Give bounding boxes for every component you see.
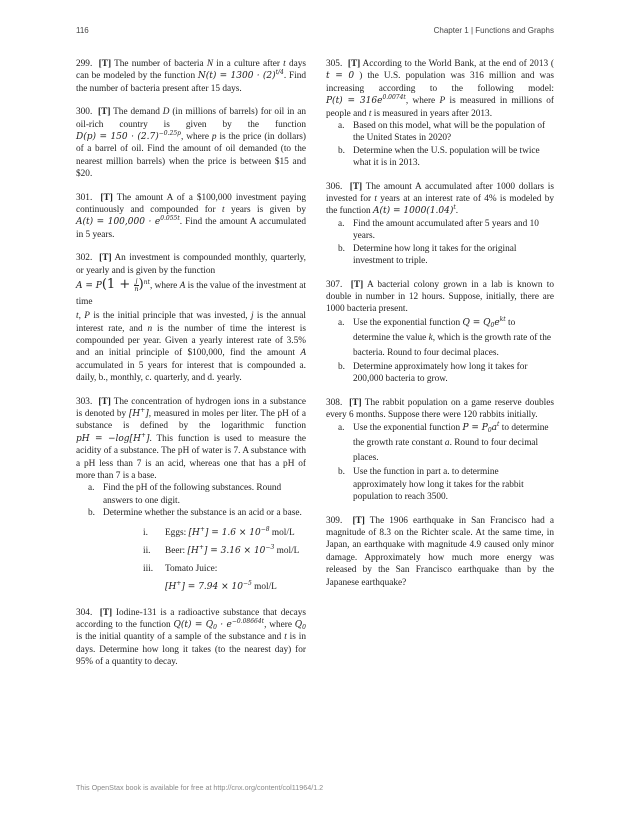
exercise-number: 299. xyxy=(76,59,93,69)
investment-formula: $A(t) = 100,000 \cdot e^{0.055t}$ xyxy=(76,215,180,228)
part-list xyxy=(326,421,554,503)
part-item: a. Find the pH of the following substances. Round answers to one digit. xyxy=(88,483,282,506)
part-item: a. Use the exponential function $P = P_0a^t$ to determine the growth rate constant a. Round to four decimal places. xyxy=(338,421,549,464)
technology-tag: [T] xyxy=(99,253,112,264)
ph-formula: pH = −log[H+] xyxy=(76,431,150,444)
part-item: b. Determine when the U.S. population will be twice what it is in 2013. xyxy=(338,145,540,169)
technology-tag: [T] xyxy=(98,59,112,69)
exercise-307: 307. [T] A bacterial colony grown in a lab is known to double in number in 12 hours. Suppose, initially, there are 1000 bacteria present. a. Use the exponential function $Q = Q_0e^{kt}$ to determine the value k, which is the growth rate of the bacteria. Round to four decimal places. b. Determine approximately how long it takes for 200,000 bacteria to grow. xyxy=(326,279,554,385)
part-item: b. Determine approximately how long it takes for 200,000 bacteria to grow. xyxy=(338,361,528,385)
demand-formula: $D(p) = 150 \cdot (2.7)^{-0.25p}$ xyxy=(76,130,181,143)
technology-tag: [T] xyxy=(98,396,111,407)
exercise-300: 300. [T] The demand D (in millions of barrels) for oil in an oil-rich country is given by the function $D(p) = 150 \cdot (2.7)^{-0.25p}$, where p is the price (in dollars) of a barrel of oil. Find the amount of oil demanded (to the nearest million barrels) when the price is between $15 and $20. xyxy=(76,107,307,180)
exercise-number: 309. xyxy=(326,515,343,526)
substance-item: ii. Beer: $[H^+] = 3.16 \times 10^{-3}$ mol/L xyxy=(143,543,300,556)
technology-tag: [T] xyxy=(349,397,362,408)
substance-list xyxy=(103,524,306,596)
exercise-305: 305. [T] According to the World Bank, at the end of 2013 ( t = 0 ) the U.S. population was 316 million and was increasing according to the following model: $P(t) = 316e^{0.0074t}$, where P is measured in millions of people and t is measured in years after 2013. a. Based on this model, what will be the population of the United States in 2020? b. Determine when the U.S. population will be twice what it is in 2013. xyxy=(326,59,555,169)
technology-tag: [T] xyxy=(100,192,113,203)
exercise-308: 308. [T] The rabbit population on a game reserve doubles every 6 months. Suppose there were 120 rabbits initially. a. Use the exponential function $P = P_0a^t$ to determine the growth rate constant a. Round to four decimal places. b. Use the function in part a. to determine approximately how long it takes for the rabbit population to reach 3500. xyxy=(326,397,554,503)
page-footer: This OpenStax book is available for free at http://cnx.org/content/col11964/1.2 xyxy=(76,783,324,792)
decay-formula: $Q(t) = Q_0 \cdot e^{-0.08664t}$ xyxy=(173,618,265,631)
exercise-number: 301. xyxy=(76,192,93,203)
exercise-309: 309. [T] The 1906 earthquake in San Francisco had a magnitude of 8.3 on the Richter scale. At the same time, in Japan, an earthquake with magnitude 4.9 caused only minor damage. Approximately how much more energy was released by the San Francisco earthquake than by the Japanese earthquake? xyxy=(326,515,554,588)
part-list xyxy=(76,482,306,595)
page-number: 116 xyxy=(76,26,89,35)
substance-item: i. Eggs: $[H^+] = 1.6 \times 10^{-8}$ mol/L xyxy=(143,525,295,538)
exercise-299: 299. [T] The number of bacteria N in a culture after t days can be modeled by the function $N(t) = 1300 \cdot (2)^{t/4}$. Find the number of bacteria present after 15 days. xyxy=(76,59,307,94)
rabbit-formula: $P = P_0a^t$ xyxy=(462,421,500,435)
exercise-number: 306. xyxy=(326,181,343,192)
part-item: b. Determine how long it takes for the original investment to triple. xyxy=(338,243,517,267)
technology-tag: [T] xyxy=(350,279,364,290)
left-column xyxy=(76,58,306,680)
substance-item: iii. Tomato Juice: $[H^+] = 7.94 \times 10^{-5}$ mol/L xyxy=(143,563,277,592)
growth-formula: $Q = Q_0e^{kt}$ xyxy=(462,315,506,329)
exercise-306: 306. [T] The amount A accumulated after 1000 dollars is invested for t years at an interest rate of 4% is modeled by the function $A(t) = 1000(1.04)^t$. a. Find the amount accumulated after 5 years and 10 years. b. Determine how long it takes for the original investment to triple. xyxy=(326,181,554,267)
part-item: a. Based on this model, what will be the population of the United States in 2020? xyxy=(338,121,546,144)
technology-tag: [T] xyxy=(347,59,361,69)
part-list xyxy=(326,316,554,386)
part-item: b. Use the function in part a. to determine approximately how long it takes for the rabbit population to reach 3500. xyxy=(338,467,524,503)
chapter-title: Chapter 1 | Functions and Graphs xyxy=(433,26,554,35)
part-item: b. Determine whether the substance is an acid or a base. i. Eggs: $[H^+] = 1.6 \times 10^{-8}$ mol/L ii. Beer: $[H^+] = 3.16 \times 10^{-3}$ mol/L iii. Tomato Juice: $[H^+] = 7.94 \times 10^{-5}$ mol/L xyxy=(76,507,306,595)
part-list xyxy=(326,120,554,170)
exercise-number: 300. xyxy=(76,107,93,118)
exercise-302: 302. [T] An investment is compounded monthly, quarterly, or yearly and is given by the function A = P(1 + $\frac{j}{n}$ )$^{nt}$, where A is the value of the investment at time t, P is the initial principle that was invested, j is the annual interest rate, and n is the number of time the interest is compounded per year. Given a yearly interest rate of 3.5% and an initial principle of $100,000, find the amount A accumulated in 5 years for interest that is compounded a. daily, b., monthly, c. quarterly, and d. yearly. xyxy=(76,253,307,384)
exercise-number: 304. xyxy=(76,607,93,618)
accumulation-formula: $A(t) = 1000(1.04)^t$ xyxy=(373,204,456,217)
exercise-304: 304. [T] Iodine-131 is a radioactive substance that decays according to the function $Q(t) = Q_0 \cdot e^{-0.08664t}$, where $Q_0$ is the initial quantity of a sample of the substance and t is in days. Determine how long it takes (to the nearest day) for 95% of a quantity to decay. xyxy=(76,607,306,668)
technology-tag: [T] xyxy=(98,107,111,118)
part-item: a. Find the amount accumulated after 5 years and 10 years. xyxy=(338,218,539,242)
exercise-number: 302. xyxy=(76,253,93,264)
exercise-number: 308. xyxy=(326,397,343,408)
hydrogen-ion-notation: [H+] xyxy=(128,406,149,419)
part-item: a. Use the exponential function $Q = Q_0e^{kt}$ to determine the value k, which is the growth rate of the bacteria. Round to four decimal places. xyxy=(338,315,552,358)
compound-interest-formula: A = P(1 + $\frac{j}{n}$ )$^{nt}$ xyxy=(76,277,150,294)
exercise-303: 303. [T] The concentration of hydrogen ions in a substance is denoted by [H+], measured in moles per liter. The pH of a substance is defined by the logarithmic function pH = −log[H+]. This function is used to measure the acidity of a substance. The pH of water is 7. A substance with a pH less than 7 is an acid, whereas one that has a pH of more than 7 is a base. a. Find the pH of the following substances. Round answers to one digit. b. Determine whether the substance is an acid or a base. i. Eggs: $[H^+] = 1.6 \times 10^{-8}$ mol/L ii. Beer: $[H^+] = 3.16 \times 10^{-3}$ mol/L iii. Tomato Juice: $[H^+] = 7.94 \times 10^{-5}$ mol/L xyxy=(76,396,306,596)
part-list xyxy=(326,218,554,268)
technology-tag: [T] xyxy=(349,181,363,192)
exercise-301: 301. [T] The amount A of a $100,000 investment paying continuously and compounded for t years is given by $A(t) = 100,000 \cdot e^{0.055t}$. Find the amount A accumulated in 5 years. xyxy=(76,192,306,240)
technology-tag: [T] xyxy=(352,515,365,526)
bacteria-formula: $N(t) = 1300 \cdot (2)^{t/4}$ xyxy=(197,69,284,82)
exercise-number: 305. xyxy=(326,59,343,69)
right-column xyxy=(326,58,554,600)
exercise-number: 303. xyxy=(76,396,93,407)
population-formula: $P(t) = 316e^{0.0074t}$ xyxy=(326,94,406,107)
technology-tag: [T] xyxy=(99,607,113,618)
exercise-number: 307. xyxy=(326,279,343,290)
